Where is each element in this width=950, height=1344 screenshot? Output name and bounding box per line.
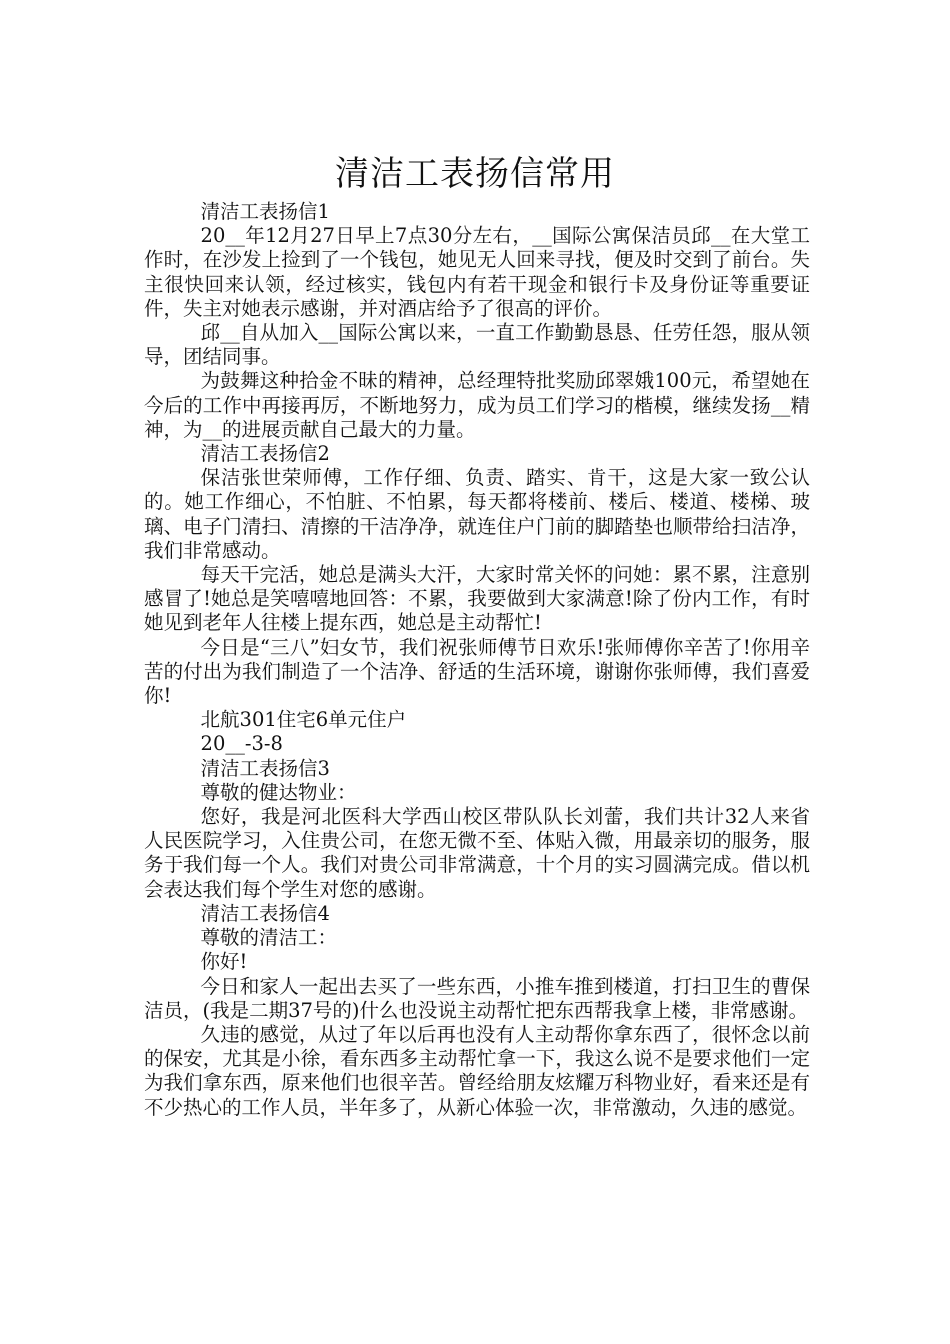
paragraph: 您好，我是河北医科大学西山校区带队队长刘蕾，我们共计32人来省人民医院学习，入住贵公司，在您无微不至、体贴入微，用最亲切的服务，服务于我们每一个人。我们对贵公司非常满意，十个月的实习圆满完成。借以机会表达我们每个学生对您的感谢。 xyxy=(144,805,810,901)
salutation: 尊敬的健达物业： xyxy=(200,780,357,804)
paragraph: 20__年12月27日早上7点30分左右，__国际公寓保洁员邱__在大堂工作时，在沙发上捡到了一个钱包，她见无人回来寻找，便及时交到了前台。失主很快回来认领，经过核实，钱包内有若干现金和银行卡及身份证等重要证件，失主对她表示感谢，并对酒店给予了很高的评价。 xyxy=(144,224,810,320)
date-line: 20__-3-8 xyxy=(200,732,283,756)
greeting: 你好! xyxy=(200,950,248,974)
section-heading-2: 清洁工表扬信2 xyxy=(200,442,330,466)
salutation: 尊敬的清洁工： xyxy=(200,926,338,950)
paragraph: 今日是“三八”妇女节，我们祝张师傅节日欢乐!张师傅你辛苦了!你用辛苦的付出为我们制造了一个洁净、舒适的生活环境，谢谢你张师傅，我们喜爱你! xyxy=(144,635,810,708)
paragraph: 今日和家人一起出去买了一些东西，小推车推到楼道，打扫卫生的曹保洁员，(我是二期37号的)什么也没说主动帮忙把东西帮我拿上楼，非常感谢。 xyxy=(144,974,810,1022)
paragraph: 久违的感觉，从过了年以后再也没有人主动帮你拿东西了，很怀念以前的保安，尤其是小徐，看东西多主动帮忙拿一下，我这么说不是要求他们一定为我们拿东西，原来他们也很辛苦。曾经给朋友炫耀万科物业好，看来还是有不少热心的工作人员，半年多了，从新心体验一次，非常激动，久违的感觉。 xyxy=(144,1022,810,1119)
signature-line: 北航301住宅6单元住户 xyxy=(200,708,407,732)
section-heading-3: 清洁工表扬信3 xyxy=(200,756,330,780)
section-heading-1: 清洁工表扬信1 xyxy=(200,200,330,223)
document-body xyxy=(144,200,810,1120)
paragraph: 每天干完活，她总是满头大汗，大家时常关怀的问她：累不累，注意别感冒了!她总是笑嘻嘻地回答：不累，我要做到大家满意!除了份内工作，有时她见到老年人往楼上提东西，她总是主动帮忙! xyxy=(144,563,810,635)
document-title: 清洁工表扬信常用 xyxy=(335,153,615,194)
paragraph: 为鼓舞这种拾金不昧的精神，总经理特批奖励邱翠娥100元，希望她在今后的工作中再接再厉，不断地努力，成为员工们学习的楷模，继续发扬__精神，为__的进展贡献自己最大的力量。 xyxy=(144,369,810,441)
section-heading-4: 清洁工表扬信4 xyxy=(200,901,330,925)
paragraph: 保洁张世荣师傅，工作仔细、负责、踏实、肯干，这是大家一致公认的。她工作细心，不怕脏、不怕累，每天都将楼前、楼后、楼道、楼梯、玻璃、电子门清扫、清擦的干洁净净，就连住户门前的脚踏垫也顺带给扫洁净，我们非常感动。 xyxy=(144,466,810,562)
paragraph: 邱__自从加入__国际公寓以来，一直工作勤勤恳恳、任劳任怨，服从领导，团结同事。 xyxy=(144,321,810,369)
